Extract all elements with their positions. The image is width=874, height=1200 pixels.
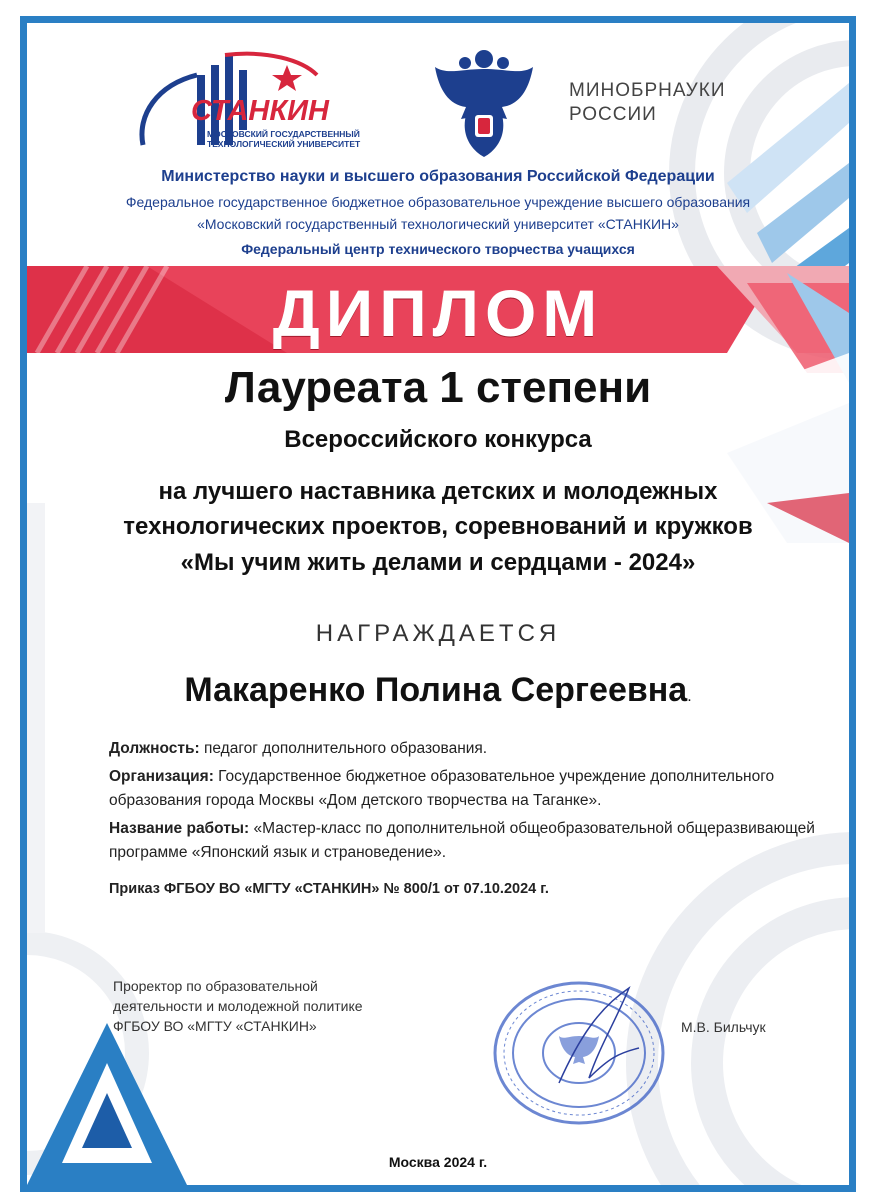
ministry-line2: РОССИИ: [569, 104, 657, 125]
city-year: Москва 2024 г.: [388, 1154, 488, 1170]
recipient-name-text: Макаренко Полина Сергеевна: [184, 671, 688, 709]
organization-row: [109, 765, 829, 813]
organization-value: Государственное бюджетное образовательное учреждение дополнительного образования города Москвы «Дом детского творчества на Таганке».: [109, 768, 775, 809]
laureate-title: Лауреата 1 степени: [224, 363, 652, 412]
stankin-subtitle-line2: ТЕХНОЛОГИЧЕСКИЙ УНИВЕРСИТЕТ: [207, 139, 361, 149]
work-value: «Мастер-класс по дополнительной общеобразовательной общеразвивающей программе «Японский язык и страноведение».: [109, 820, 815, 861]
stankin-brand: СТАНКИН: [191, 95, 329, 127]
awarded-label: НАГРАЖДАЕТСЯ: [315, 620, 561, 647]
official-stamp-icon: [489, 978, 669, 1128]
signer-name: М.В. Бильчук: [681, 1019, 766, 1035]
coat-of-arms-icon: [431, 45, 537, 161]
signer-role: [113, 976, 363, 1036]
signer-role-line2: деятельности и молодежной политике: [113, 998, 363, 1014]
ministry-logo-text: [569, 79, 725, 127]
university-header: «Московский государственный технологический университет «СТАНКИН»: [197, 216, 679, 232]
signer-role-line3: ФГБОУ ВО «МГТУ «СТАНКИН»: [113, 1018, 317, 1034]
organization-label: Организация:: [109, 768, 214, 785]
center-header: Федеральный центр технического творчества учащихся: [241, 241, 635, 257]
award-details: [109, 737, 829, 869]
diploma-title: ДИПЛОМ: [272, 276, 604, 350]
contest-title: Всероссийского конкурса: [284, 426, 592, 453]
diploma-body: [27, 23, 849, 1185]
nomination-line1: на лучшего наставника детских и молодежных: [158, 478, 718, 505]
work-label: Название работы:: [109, 820, 250, 837]
stankin-subtitle-line1: МОСКОВСКИЙ ГОСУДАРСТВЕННЫЙ: [207, 129, 360, 139]
recipient-name-dot: .: [687, 688, 692, 705]
order-reference: Приказ ФГБОУ ВО «МГТУ «СТАНКИН» № 800/1 от 07.10.2024 г.: [109, 881, 549, 897]
ministry-header: Министерство науки и высшего образования Российской Федерации: [161, 168, 715, 185]
position-label: Должность:: [109, 740, 200, 757]
page-frame: [20, 16, 856, 1192]
stankin-subtitle: [207, 129, 360, 149]
signer-role-line1: Проректор по образовательной: [113, 978, 318, 994]
position-row: [109, 737, 829, 761]
nomination-line3: «Мы учим жить делами и сердцами - 2024»: [180, 549, 696, 576]
ministry-line1: МИНОБРНАУКИ: [569, 80, 726, 101]
nomination-line2: технологических проектов, соревнований и кружков: [123, 513, 753, 540]
institution-header: Федеральное государственное бюджетное образовательное учреждение высшего образования: [125, 194, 751, 210]
recipient-name: [27, 671, 849, 710]
position-value: педагог дополнительного образования.: [199, 740, 488, 757]
work-row: [109, 817, 829, 865]
